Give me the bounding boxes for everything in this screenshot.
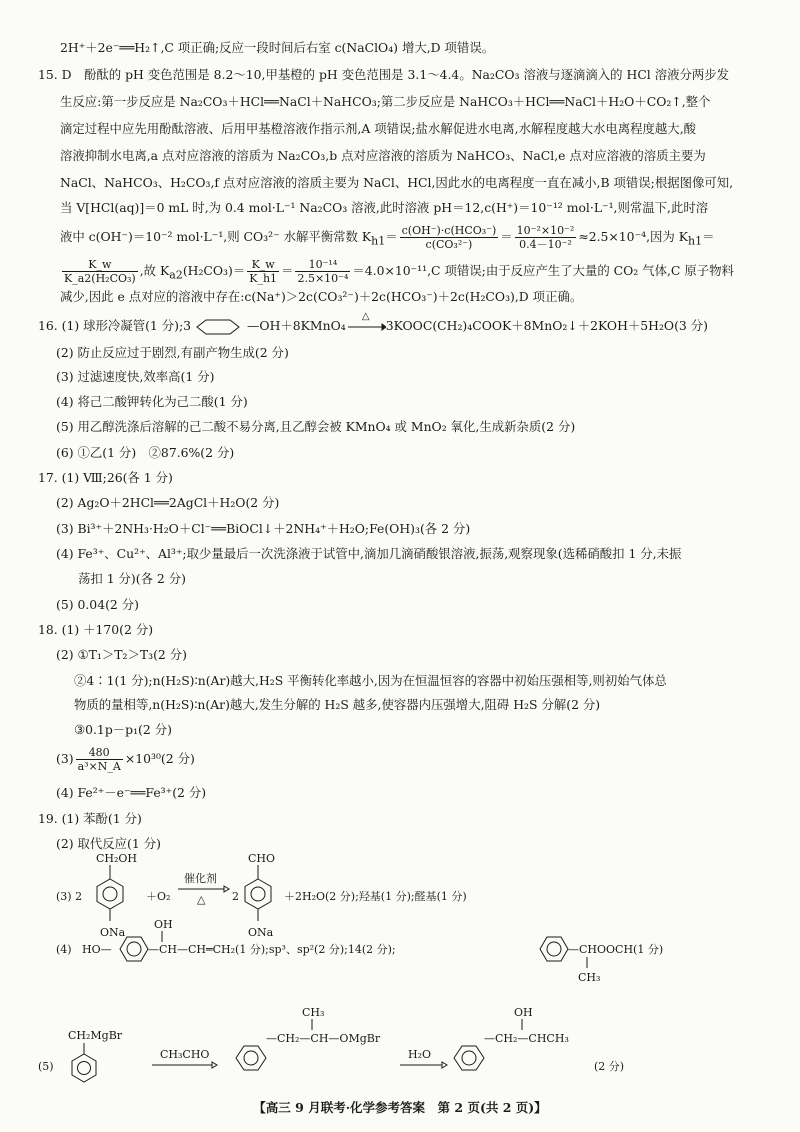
ch2oh-label: CH₂OH (96, 852, 138, 865)
benzene-ring-icon (120, 937, 148, 961)
q17-line-3: (3) Bi³⁺＋2NH₃·H₂O＋Cl⁻══BiOCl↓＋2NH₄⁺＋H₂O;Fe(OH)₃(各 2 分) (56, 521, 471, 536)
water-label: H₂O (408, 1048, 432, 1061)
cho-label: CHO (248, 852, 276, 865)
ona-label: ONa (248, 926, 274, 939)
mid-ch3-label: CH₃ (302, 1006, 325, 1019)
q18-line-2: (2) ①T₁＞T₂＞T₃(2 分) (56, 647, 187, 662)
benzene-ring-icon (454, 1046, 484, 1070)
aromatic-circle (78, 1062, 91, 1075)
product-coefficient: 2 (232, 890, 239, 903)
ho-label: HO— (82, 943, 112, 956)
aromatic-circle (103, 887, 117, 901)
q15-l8-sub: a2 (169, 268, 183, 282)
cyclohexane-ring-icon (191, 319, 247, 335)
arrow-head (224, 886, 229, 892)
o2-label: ＋O₂ (146, 890, 171, 903)
q17-line-4: (4) Fe³⁺、Cu²⁺、Al³⁺;取少量最后一次洗涤液于试管中,滴加几滴硝酸银溶液,振荡,观察现象(选稀硝酸扣 1 分,未振 (56, 546, 682, 561)
q15-l7-sub: h1 (371, 234, 386, 248)
q15-line-9: 减少,因此 e 点对应的溶液中存在:c(Na⁺)＞2c(CO₃²⁻)＋2c(HCO₃⁻)＋2c(H₂CO₃),D 项正确。 (60, 289, 583, 304)
q15-l7-eq3: ＝ (702, 229, 715, 244)
q18-l6-label: (3) (56, 751, 74, 766)
heat-label: △ (197, 893, 206, 906)
q19-3-rest: ＋2H₂O(2 分);羟基(1 分);醛基(1 分) (284, 890, 467, 903)
aromatic-circle (251, 887, 265, 901)
q16-line-4: (4) 将己二酸钾转化为己二酸(1 分) (56, 394, 248, 409)
q15-l7-sub2: h1 (688, 234, 703, 248)
q15-l7-eq2: ＝ (500, 229, 513, 244)
q17-line-2: (2) Ag₂O＋2HCl══2AgCl＋H₂O(2 分) (56, 495, 280, 510)
page-footer: 【高三 9 月联考·化学参考答案 第 2 页(共 2 页)】 (253, 1100, 547, 1115)
q18-line-6 (56, 742, 195, 776)
ona-label: ONa (100, 926, 126, 939)
frac-numerator: K_w (62, 258, 138, 272)
q15-l7-text-a: 液中 c(OH⁻)＝10⁻² mol·L⁻¹,则 CO₃²⁻ 水解平衡常数 K (60, 229, 372, 244)
q15-line-4: 溶液抑制水电离,a 点对应溶液的溶质为 Na₂CO₃,b 点对应溶液的溶质为 NaHCO₃、NaCl,e 点对应溶液的溶质主要为 (60, 148, 706, 163)
q19-5-equation (38, 1006, 778, 1090)
q15-line-8 (60, 254, 734, 292)
benzene-ring-icon (540, 937, 568, 961)
q18-line-5: ③0.1p－p₁(2 分) (74, 722, 172, 737)
frac-denominator: 2.5×10⁻⁴ (297, 272, 349, 285)
alkene-chain: —CH—CH═CH₂(1 分);sp³、sp²(2 分);14(2 分); (148, 943, 396, 956)
frac-numerator: 10⁻¹⁴ (295, 258, 350, 272)
q19-5-label: (5) (38, 1060, 54, 1073)
frac-numerator: 480 (76, 746, 123, 760)
q16-line-2: (2) 防止反应过于剧烈,有副产物生成(2 分) (56, 345, 289, 360)
q18-line-3: ②4∶1(1 分);n(H₂S)∶n(Ar)越大,H₂S 平衡转化率越小,因为在恒温恒容的容器中初始压强相等,则初始气体总 (74, 673, 667, 688)
aromatic-circle (127, 942, 141, 956)
q19-line-2: (2) 取代反应(1 分) (56, 836, 161, 851)
frac-denominator: K_h1 (249, 272, 278, 285)
aromatic-circle (547, 942, 561, 956)
frac-denominator: a³×N_A (77, 760, 121, 773)
q16-l1-text-a: 16. (1) 球形冷凝管(1 分);3 (38, 318, 192, 333)
q15-line-5: NaCl、NaHCO₃、H₂CO₃,f 点对应溶液的溶质主要为 NaCl、HCl,因此水的电离程度一直在减小,B 项错误;根据图像可知, (60, 175, 734, 190)
benzene-ring-icon (245, 879, 271, 909)
q15-line-1: 15. D 酚酞的 pH 变色范围是 8.2～10,甲基橙的 pH 变色范围是 3.1～4.4。Na₂CO₃ 溶液与逐滴滴入的 HCl 溶液分两步发 (38, 67, 730, 82)
q15-l8-eq: ＝ (281, 263, 294, 278)
q15-l7-text-e: ≈2.5×10⁻⁴,因为 K (578, 229, 688, 244)
product-chain: —CH₂—CHCH₃ (484, 1032, 569, 1045)
q16-line-5: (5) 用乙醇洗涤后溶解的己二酸不易分离,且乙醇会被 KMnO₄ 或 MnO₂ 氧化,生成新杂质(2 分) (56, 419, 576, 434)
ch3-label: CH₃ (578, 971, 601, 984)
kh1-expression-fraction (400, 224, 499, 251)
q15-l8-text-c: (H₂CO₃)＝ (182, 263, 246, 278)
frac-numerator: K_w (247, 258, 279, 272)
kw-over-ka2-fraction (62, 258, 138, 285)
ka2-value-fraction (295, 258, 350, 285)
q18-l6-text-b: ×10³⁰(2 分) (124, 751, 195, 766)
q19-4-label: (4) (56, 943, 72, 956)
q17-line-5: 荡扣 1 分)(各 2 分) (78, 571, 186, 586)
aromatic-circle (244, 1051, 258, 1065)
q19-4-line (56, 918, 796, 988)
q16-line-1 (38, 310, 708, 335)
q16-l1-text-b: —OH＋8KMnO₄ (247, 318, 346, 333)
kw-over-kh1-fraction (247, 258, 279, 285)
q19-3-label: (3) 2 (56, 890, 83, 903)
q15-line-7 (60, 220, 714, 258)
catalyst-label: 催化剂 (184, 872, 217, 885)
density-fraction (76, 746, 123, 773)
aromatic-circle (462, 1051, 476, 1065)
mid-chain: —CH₂—CH—OMgBr (266, 1032, 381, 1045)
q18-line-4: 物质的量相等,n(H₂S)∶n(Ar)越大,发生分解的 H₂S 越多,使容器内压强增大,阻碍 H₂S 分解(2 分) (74, 697, 601, 712)
benzene-ring-icon (97, 879, 123, 909)
frac-numerator: c(OH⁻)·c(HCO₃⁻) (401, 224, 497, 237)
q19-5-score: (2 分) (594, 1060, 625, 1073)
q16-line-6: (6) ①乙(1 分) ②87.6%(2 分) (56, 445, 235, 460)
q15-line-2: 生反应:第一步反应是 Na₂CO₃＋HCl══NaCl＋NaHCO₃;第二步反应是 NaHCO₃＋HCl══NaCl＋H₂O＋CO₂↑,整个 (60, 94, 711, 109)
q18-line-1: 18. (1) ＋170(2 分) (38, 622, 154, 637)
q15-line-6: 当 V[HCl(aq)]＝0 mL 时,为 0.4 mol·L⁻¹ Na₂CO₃ 溶液,此时溶液 pH＝12,c(H⁺)＝10⁻¹² mol·L⁻¹,则常温下,此时溶 (60, 200, 709, 215)
frac-denominator: 0.4－10⁻² (519, 238, 572, 251)
oh-label: OH (154, 918, 173, 931)
grignard-label: CH₂MgBr (68, 1029, 123, 1042)
q15-line-3: 滴定过程中应先用酚酞溶液、后用甲基橙溶液作指示剂,A 项错误;盐水解促进水电离,水解程度越大水电离程度越大,酸 (60, 121, 697, 136)
q17-line-6: (5) 0.04(2 分) (56, 597, 139, 612)
heat-arrow (346, 310, 386, 335)
q18-line-7: (4) Fe²⁺－e⁻══Fe³⁺(2 分) (56, 785, 207, 800)
q15-l8-text-a: ,故 K (139, 263, 170, 278)
kh1-value-fraction (515, 224, 577, 251)
q16-l1-text-c: 3KOOC(CH₂)₄COOK＋8MnO₂↓＋2KOH＋5H₂O(3 分) (385, 318, 708, 333)
frac-denominator: K_a2(H₂CO₃) (64, 272, 136, 285)
q19-line-1: 19. (1) 苯酚(1 分) (38, 811, 142, 826)
benzene-ring-icon (236, 1046, 266, 1070)
heat-symbol: △ (361, 310, 370, 322)
q17-line-1: 17. (1) Ⅷ;26(各 1 分) (38, 470, 173, 485)
benzene-ring-icon (72, 1054, 96, 1082)
frac-numerator: 10⁻²×10⁻² (516, 224, 575, 237)
frac-denominator: c(CO₃²⁻) (425, 238, 473, 251)
acetaldehyde-label: CH₃CHO (160, 1048, 210, 1061)
ester-chain: —CHOOCH(1 分) (568, 943, 664, 956)
q15-l8-text-e: ＝4.0×10⁻¹¹,C 项错误;由于反应产生了大量的 CO₂ 气体,C 原子物料 (352, 263, 734, 278)
q14-tail: 2H⁺＋2e⁻══H₂↑,C 项正确;反应一段时间后右室 c(NaClO₄) 增大,D 项错误。 (60, 40, 495, 55)
q16-line-3: (3) 过滤速度快,效率高(1 分) (56, 369, 215, 384)
product-oh-label: OH (514, 1006, 533, 1019)
arrow-head (212, 1062, 217, 1068)
arrow-head (442, 1062, 447, 1068)
q15-l7-eq: ＝ (385, 229, 398, 244)
